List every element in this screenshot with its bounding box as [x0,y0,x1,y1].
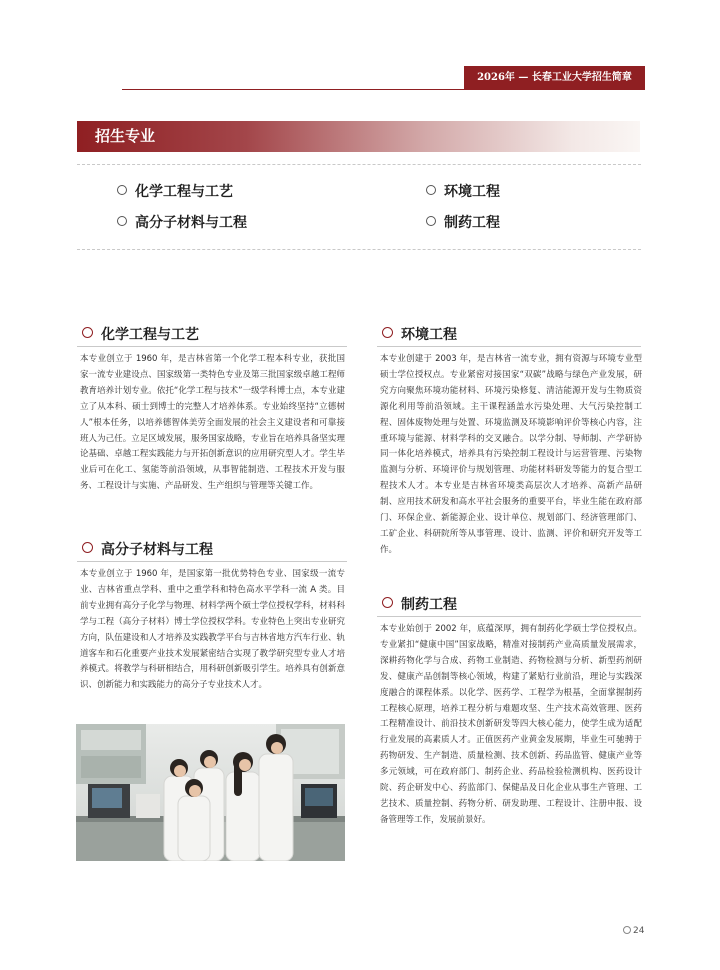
section-text-pharma: 本专业始创于 2002 年，底蕴深厚，拥有制药化学硕士学位授权点。专业紧扣“健康中国”国家战略，精准对接制药产业高质量发展需求，深耕药物化学与合成、药物工业制造、药物检测与分析、新型药剂研发、健康产品创制等核心领域，构建了紧贴行业前沿，理论与实践深度融合的课程体系。以化学、医药学、工程学为根基，全面掌握制药工程核心原理，培养工程分析与难题攻坚、生产技术高效管理、医药工程精准设计、前沿技术创新研发等四大核心能力，使学生成为适配行业发展的高素质人才。正值医药产业黄金发展期，毕业生可驰骋于药物研发、生产制造、质量检测、技术创新、药品监管、健康产业等多元领域，可在政府部门、制药企业、药品检验检测机构、医药设计院、药企研发中心、药监部门、保健品及日化企业从事生产管理、工艺技术、质量控制、药物分析、研发助理、工程设计、注册申报、设备管理等工作，发展前景好。 [380,624,642,825]
major-item: 高分子材料与工程 [117,212,247,232]
page-number: 24 [623,926,644,936]
section-text-chem: 本专业创立于 1960 年，是吉林省第一个化学工程本科专业，获批国家一流专业建设点、国家级第一类特色专业及第三批国家级卓越工程师教育培养计划专业。依托“化学工程与技术”一级学科博士点，本专业建立了从本科、硕士到博士的完整人才培养体系。专业始终坚持“立德树人”根本任务，以培养德智体美劳全面发展的社会主义建设者和可靠接班人为己任。立足区域发展，服务国家战略，专业旨在培养具备坚实理论基础、卓越工程实践能力与开拓创新意识的应用研究型人才。学生毕业后可在化工、氢能等前沿领域，从事智能制造、工程技术开发与服务、工程设计与实施、产品研发、生产组织与管理等关键工作。 [80,354,345,492]
lab-photo [76,724,345,861]
section-rule [377,346,641,347]
banner-title: 招生专业 [95,127,156,145]
section-rule [77,561,347,562]
section-title-polymer: 高分子材料与工程 [82,539,213,559]
section-title-chem: 化学工程与工艺 [82,324,199,344]
circle-bullet-icon [82,542,93,553]
dashed-divider [77,164,641,165]
major-item: 化学工程与工艺 [117,181,233,201]
page-circle-icon [623,926,631,934]
section-title-env: 环境工程 [382,324,457,344]
circle-bullet-icon [382,597,393,608]
section-title-pharma: 制药工程 [382,594,457,614]
section-rule [77,346,347,347]
major-item: 环境工程 [426,181,500,201]
section-rule [377,616,641,617]
circle-bullet-icon [117,185,127,195]
section-banner [77,121,640,152]
major-item: 制药工程 [426,212,500,232]
circle-bullet-icon [426,216,436,226]
circle-bullet-icon [82,327,93,338]
section-text-polymer: 本专业创立于 1960 年，是国家第一批优势特色专业、国家级一流专业、吉林省重点学科、重中之重学科和特色高水平学科一流 A 类。目前专业拥有高分子化学与物理、材料学两个硕士学位授权学科，材料科学与工程（高分子材料）博士学位授权学科。专业特色上突出专业研究方向，队伍建设和人才培养及实践教学平台与吉林省地方汽车行业、轨道客车和石化重要产业技术发展紧密结合实现了教学研究型专业人才培养模式。将教学与科研相结合，用科研创新吸引学生。培养具有创新意识、创新能力和实践能力的高分子专业技术人才。 [80,569,345,691]
lab-photo-illustration [76,724,345,861]
header-title: 2026年 — 长春工业大学招生简章 [464,66,645,90]
section-text-env: 本专业创建于 2003 年，是吉林省一流专业，拥有资源与环境专业型硕士学位授权点。专业紧密对接国家“双碳”战略与绿色产业发展，研究方向聚焦环境功能材料、环境污染修复、清洁能源开发与生物质资源化利用等前沿领域。主干课程涵盖水污染处理、大气污染控制工程、固体废物处理与处置、环境监测及环境影响评价等核心内容，注重环境与能源、材料学科的交叉融合。以学分制、导师制、产学研协同一体化培养模式，培养具有污染控制工程设计与运营管理、污染物监测与分析、环境评价与规划管理、功能材料研发等能力的复合型工程技术人才。本专业是吉林省环境类高层次人才培养、高新产品研制、应用技术研发和高水平社会服务的重要平台，毕业生能在政府部门、环保企业、新能源企业、设计单位、规划部门、经济管理部门、工矿企业、科研院所等从事管理、设计、监测、评价和研究开发等工作。 [380,354,642,555]
circle-bullet-icon [382,327,393,338]
dashed-divider [77,249,641,250]
circle-bullet-icon [117,216,127,226]
circle-bullet-icon [426,185,436,195]
